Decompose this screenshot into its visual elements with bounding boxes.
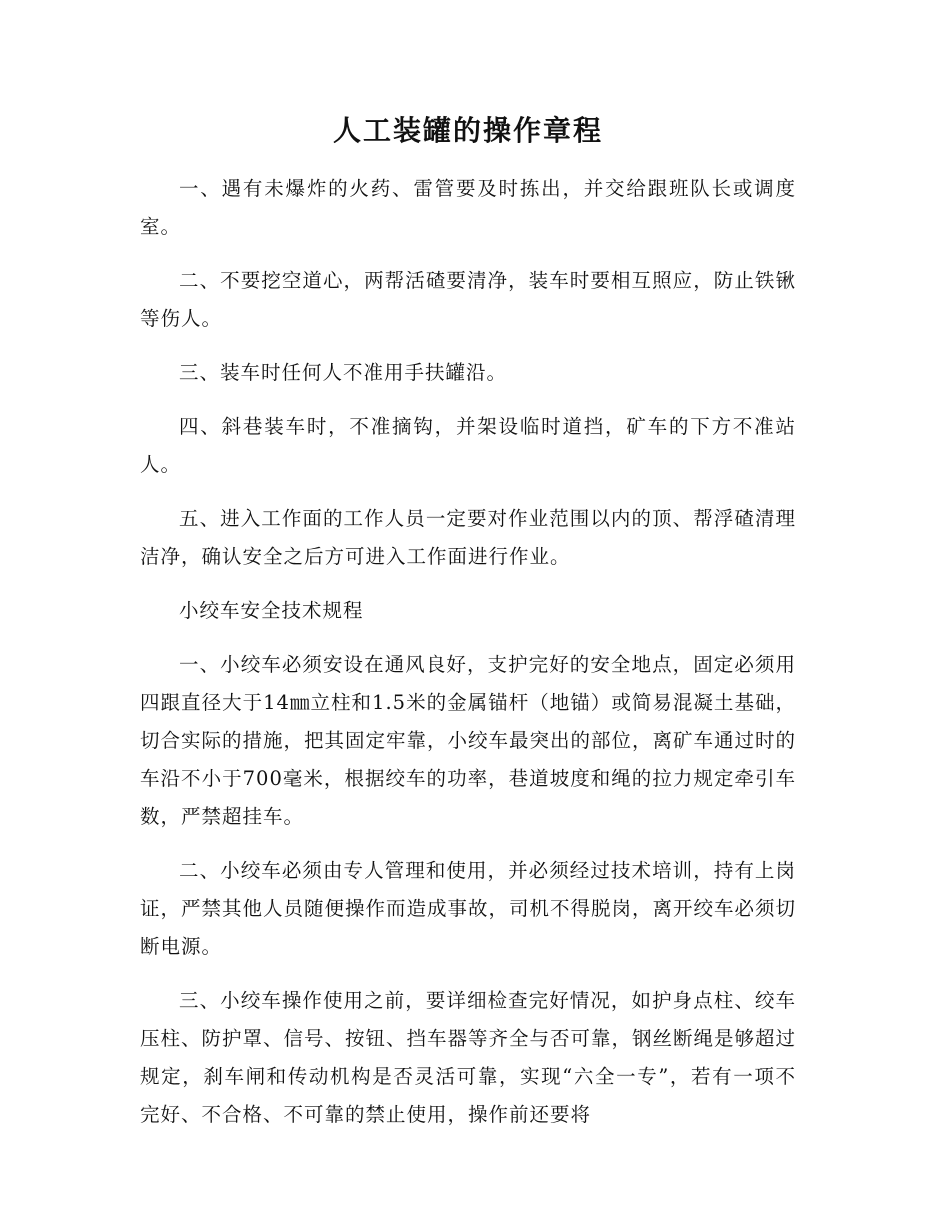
paragraph-7: 二、小绞车必须由专人管理和使用，并必须经过技术培训，持有上岗证，严禁其他人员随便操作而造成事故，司机不得脱岗，离开绞车必须切断电源。 [140,859,797,958]
document-page [140,108,796,1150]
document-title: 人工装罐的操作章程 [332,114,603,147]
paragraph-6: 一、小绞车必须安设在通风良好，支护完好的安全地点，固定必须用四跟直径大于14㎜立柱和1.5米的金属锚杆（地锚）或简易混凝土基础，切合实际的措施，把其固定牢靠，小绞车最突出的部位，离矿车通过时的车沿不小于700毫米，根据绞车的功率，巷道坡度和绳的拉力规定牵引车数，严禁超挂车。 [140,653,797,828]
paragraph-2: 二、不要挖空道心，两帮活碴要清净，装车时要相互照应，防止铁锹等伤人。 [140,269,796,330]
paragraph-4: 四、斜巷装车时，不准摘钩，并架设临时道挡，矿车的下方不准站人。 [140,415,796,476]
paragraph-8: 三、小绞车操作使用之前，要详细检查完好情况，如护身点柱、绞车压柱、防护罩、信号、按钮、挡车器等齐全与否可靠，钢丝断绳是够超过规定，刹车闸和传动机构是否灵活可靠，实现“六全一专”，若有一项不完好、不合格、不可靠的禁止使用，操作前还要将 [140,989,797,1126]
paragraph-3: 三、装车时任何人不准用手扶罐沿。 [179,361,508,384]
paragraph-5: 五、进入工作面的工作人员一定要对作业范围以内的顶、帮浮碴清理洁净，确认安全之后方可进入工作面进行作业。 [140,507,796,568]
section-heading: 小绞车安全技术规程 [179,599,364,622]
paragraph-1: 一、遇有未爆炸的火药、雷管要及时拣出，并交给跟班队长或调度室。 [140,177,796,238]
